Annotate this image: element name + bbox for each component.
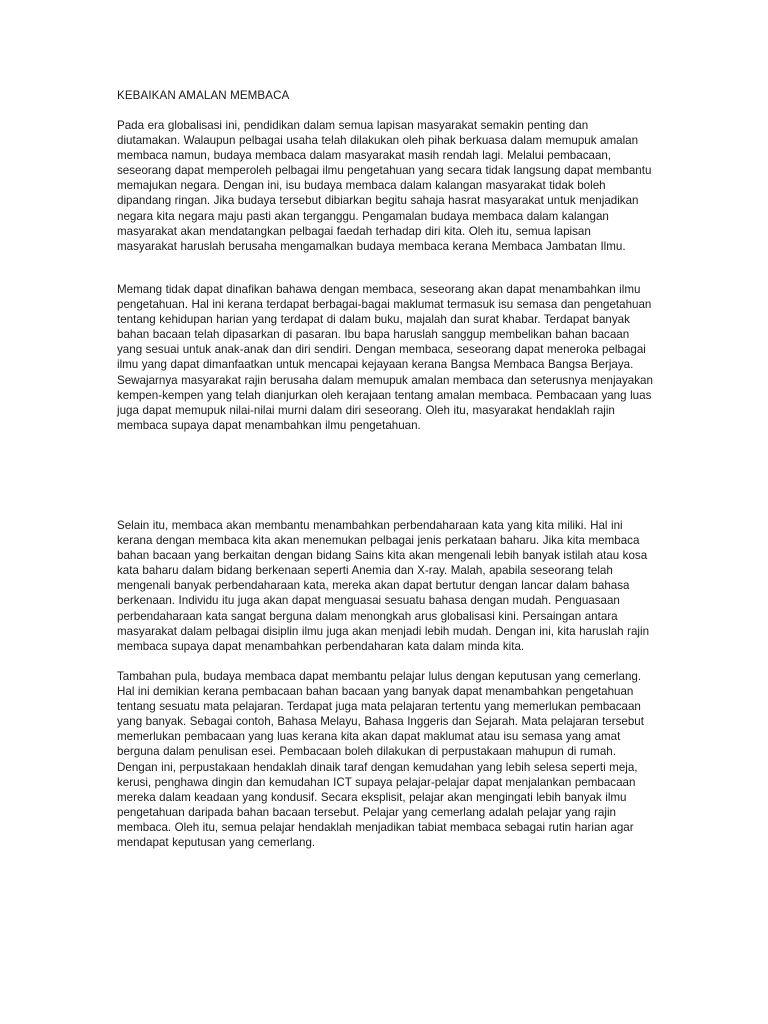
document-title: KEBAIKAN AMALAN MEMBACA — [117, 89, 290, 102]
paragraph-vocabulary: Selain itu, membaca akan membantu menambahkan perbendaharaan kata yang kita miliki. Hal ini kerana dengan membaca kita akan menemukan pelbagai jenis perkataan baharu. Jika kita membaca bahan bacaan yang berkaitan dengan bidang Sains kita akan mengenali lebih banyak istilah atau kosa kata baharu dalam bidang berkenaan seperti Anemia dan X-ray. Malah, apabila seseorang telah mengenali banyak perbendaharaan kata, mereka akan dapat bertutur dengan lancar dalam bahasa berkenaan. Individu itu juga akan dapat menguasai sesuatu bahasa dengan mudah. Penguasaan perbendaharaan kata sangat berguna dalam menongkah arus globalisasi kini. Persaingan antara masyarakat dalam pelbagai disiplin ilmu juga akan menjadi lebih mudah. Dengan ini, kita haruslah rajin membaca supaya dapat menambahkan perbendaharan kata dalam minda kita. — [117, 519, 650, 653]
paragraph-knowledge: Memang tidak dapat dinafikan bahawa dengan membaca, seseorang akan dapat menambahkan ilmu pengetahuan. Hal ini kerana terdapat berbagai-bagai maklumat termasuk isu semasa dan pengetahuan tentang kehidupan harian yang terdapat di dalam buku, majalah dan surat khabar. Terdapat banyak bahan bacaan telah dipasarkan di pasaran. Ibu bapa haruslah sanggup membelikan bahan bacaan yang sesuai untuk anak-anak dan diri sendiri. Dengan membaca, seseorang dapat meneroka pelbagai ilmu yang dapat dimanfaatkan untuk mencapai kejayaan kerana Bangsa Membaca Bangsa Berjaya. Sewajarnya masyarakat rajin berusaha dalam memupuk amalan membaca dan seterusnya menjayakan kempen-kempen yang telah dianjurkan oleh kerajaan tentang amalan membaca. Pembacaan yang luas juga dapat memupuk nilai-nilai murni dalam diri seseorang. Oleh itu, masyarakat hendaklah rajin membaca supaya dapat menambahkan ilmu pengetahuan. — [117, 283, 653, 432]
paragraph-introduction: Pada era globalisasi ini, pendidikan dalam semua lapisan masyarakat semakin penting dan diutamakan. Walaupun pelbagai usaha telah dilakukan oleh pihak berkuasa dalam memupuk amalan membaca namun, budaya membaca dalam masyarakat masih rendah lagi. Melalui pembacaan, seseorang dapat memperoleh pelbagai ilmu pengetahuan yang secara tidak langsung dapat membantu memajukan negara. Dengan ini, isu budaya membaca dalam kalangan masyarakat tidak boleh dipandang ringan. Jika budaya tersebut dibiarkan begitu sahaja hasrat masyarakat untuk menjadikan negara kita negara maju pasti akan terganggu. Pengamalan budaya membaca dalam kalangan masyarakat akan mendatangkan pelbagai faedah terhadap diri kita. Oleh itu, semua lapisan masyarakat haruslah berusaha mengamalkan budaya membaca kerana Membaca Jambatan Ilmu. — [117, 119, 652, 253]
paragraph-academic-results: Tambahan pula, budaya membaca dapat membantu pelajar lulus dengan keputusan yang cemerlang. Hal ini demikian kerana pembacaan bahan bacaan yang banyak dapat menambahkan pengetahuan tentang sesuatu mata pelajaran. Terdapat juga mata pelajaran tertentu yang memerlukan pembacaan yang banyak. Sebagai contoh, Bahasa Melayu, Bahasa Inggeris dan Sejarah. Mata pelajaran tersebut memerlukan pembacaan yang luas kerana kita akan dapat maklumat atau isu semasa yang amat berguna dalam penulisan esei. Pembacaan boleh dilakukan di perpustakaan mahupun di rumah. Dengan ini, perpustakaan hendaklah dinaik taraf dengan kemudahan yang lebih selesa seperti meja, kerusi, penghawa dingin dan kemudahan ICT supaya pelajar-pelajar dapat menjalankan pembacaan mereka dalam keadaan yang kondusif. Secara eksplisit, pelajar akan mengingati lebih banyak ilmu pengetahuan daripada bahan bacaan tersebut. Pelajar yang cemerlang adalah pelajar yang rajin membaca. Oleh itu, semua pelajar hendaklah menjadikan tabiat membaca sebagai rutin harian agar mendapat keputusan yang cemerlang. — [117, 670, 644, 850]
